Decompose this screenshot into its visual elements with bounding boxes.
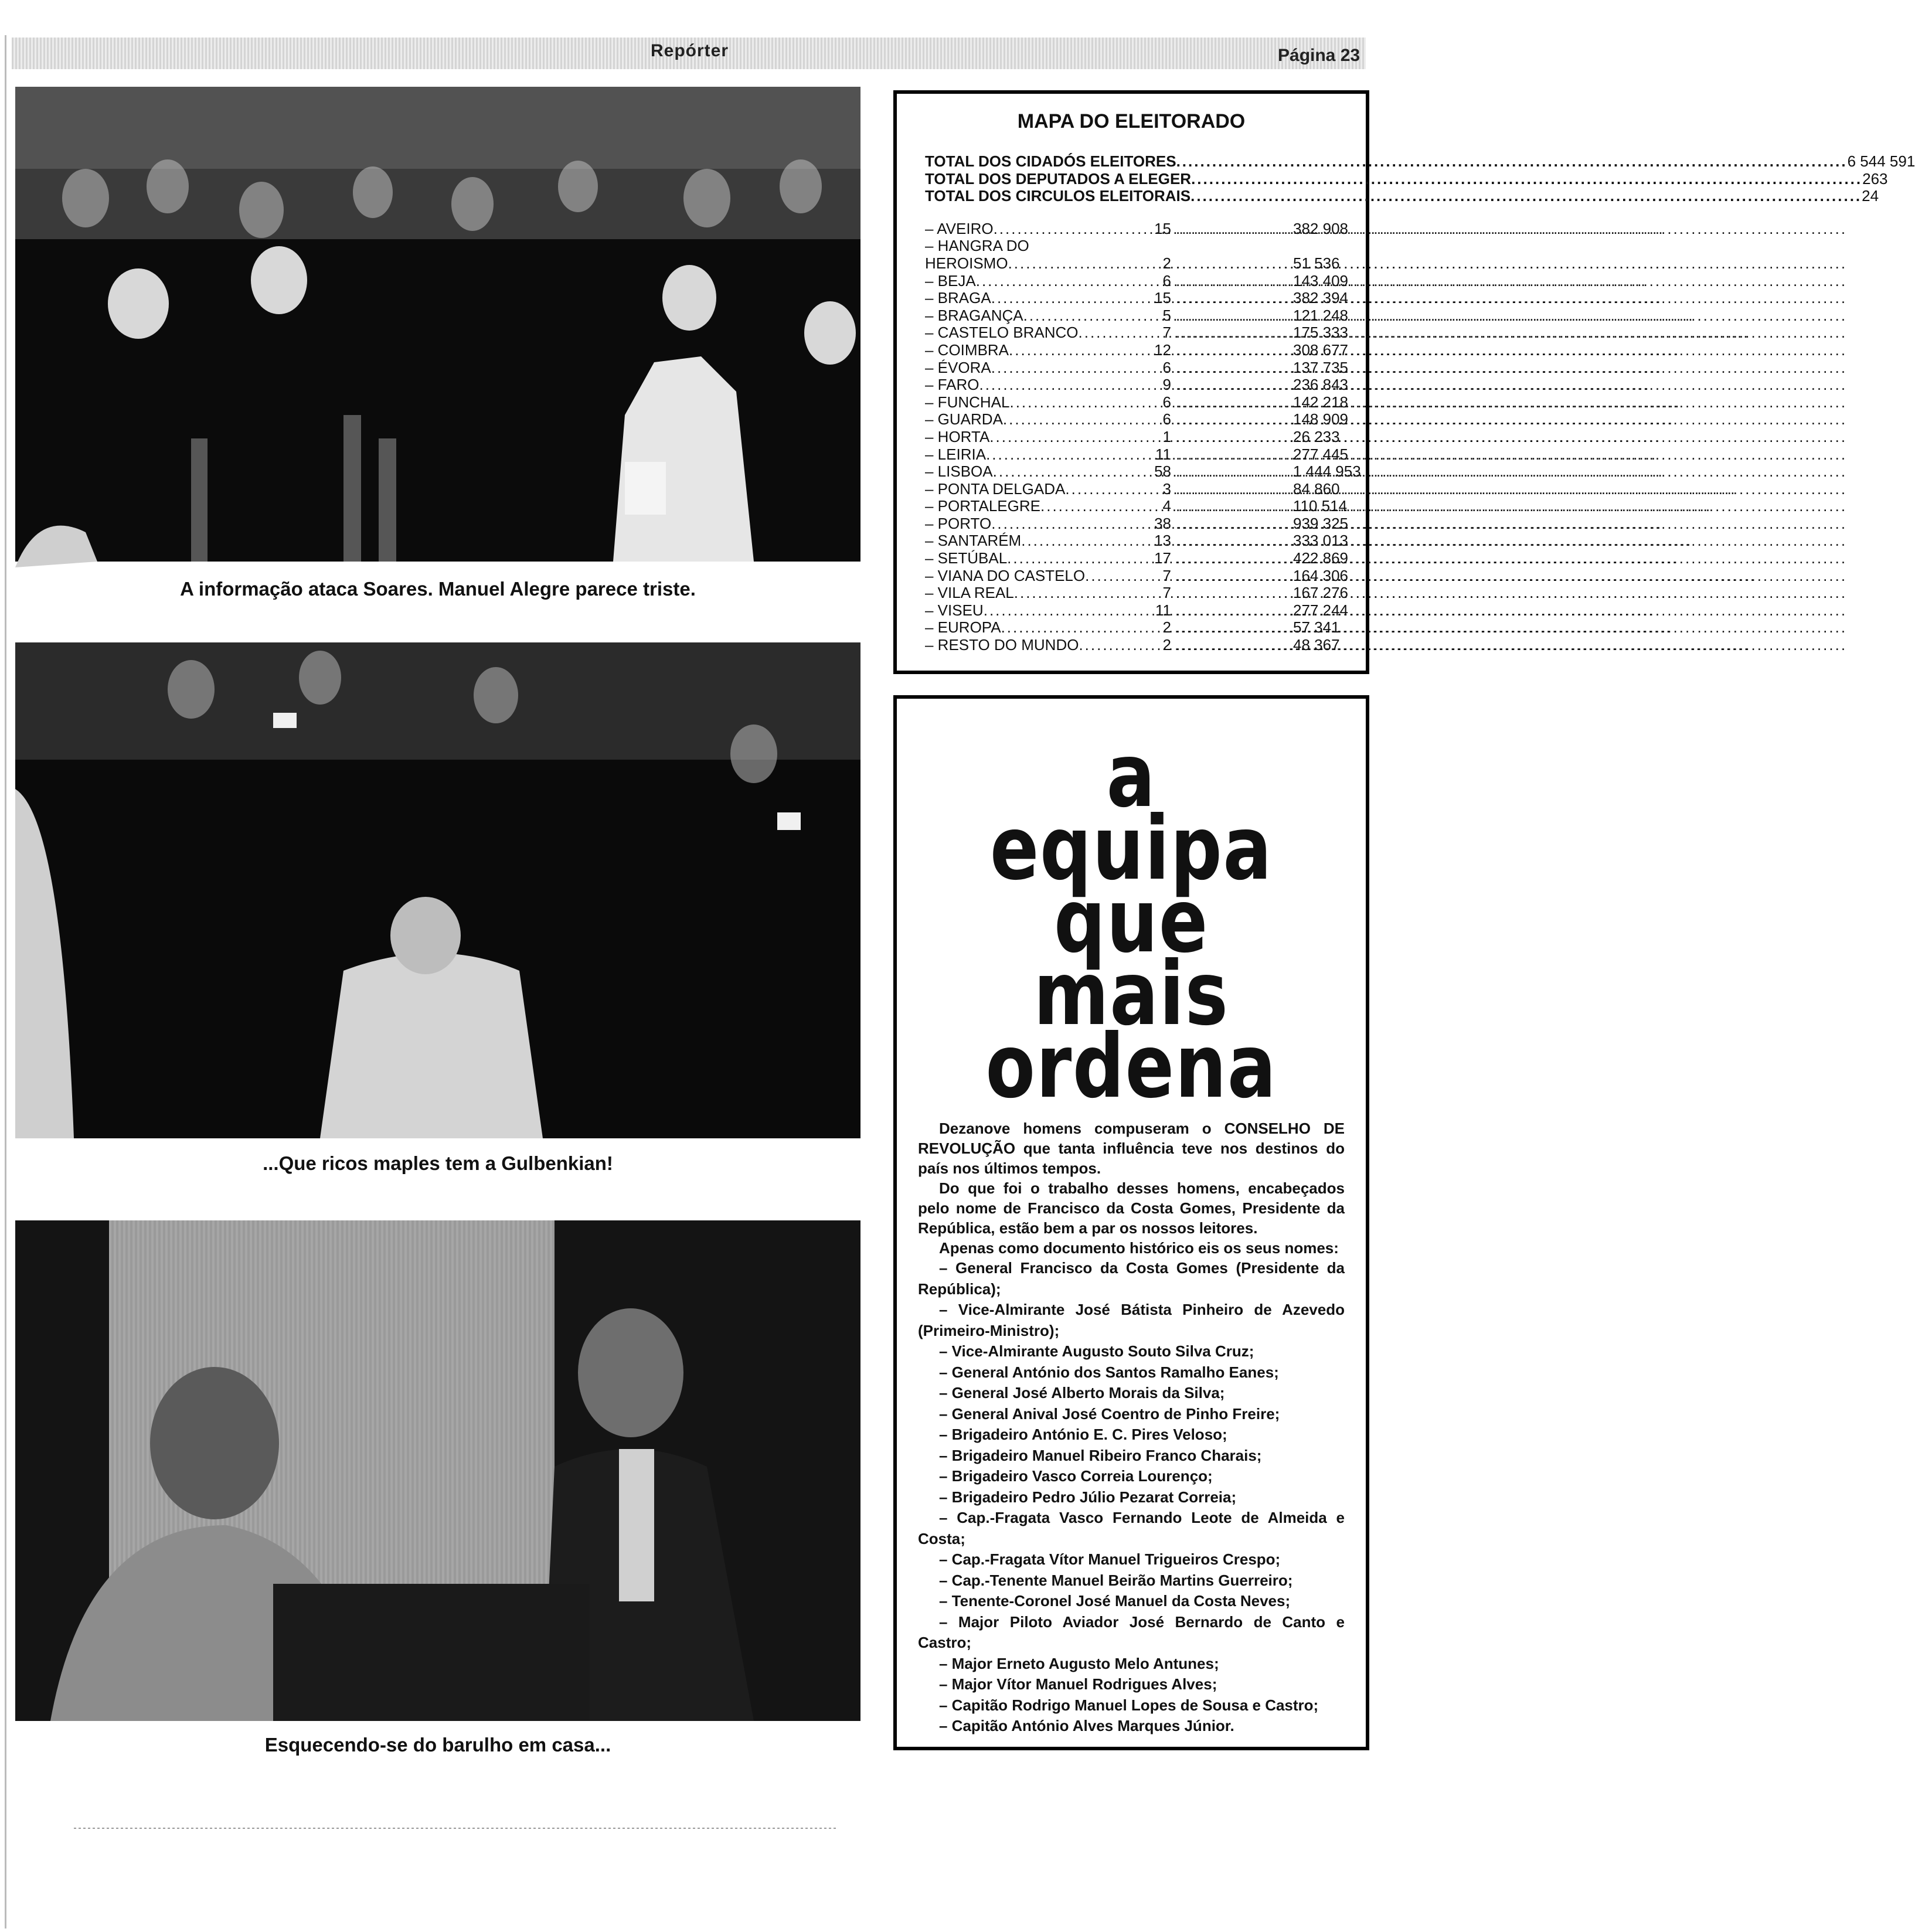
totals-label: TOTAL DOS CIRCULOS ELEITORAIS: [925, 187, 1191, 205]
leader-dots: [1176, 428, 1847, 446]
district-seats: 6: [1162, 393, 1171, 411]
district-seats: 9: [1162, 376, 1171, 394]
district-seats: 4: [1162, 497, 1171, 515]
leader-dots: [1176, 220, 1847, 238]
totals-row: [925, 187, 1879, 205]
district-row: [925, 637, 1338, 654]
district-name: – CASTELO BRANCO: [925, 324, 1079, 342]
district-row: [925, 289, 1348, 307]
dots-cell: [1176, 290, 1293, 307]
district-row: [925, 619, 1338, 637]
footer-rule: [74, 1828, 836, 1829]
totals-block: [925, 152, 1915, 205]
dots-cell: [1176, 342, 1293, 359]
district-voters: 167 276: [1293, 584, 1348, 602]
district-row: [925, 341, 1348, 359]
district-voters: 1 444 953: [1293, 462, 1361, 481]
district-name-cell: [925, 619, 1148, 637]
district-name-cell: [925, 290, 1148, 307]
district-row: [925, 514, 1348, 533]
district-voters: 175 333: [1293, 324, 1348, 342]
page-number: Página 23: [1278, 46, 1360, 65]
district-row: [925, 393, 1348, 411]
headline-line: a equipa: [989, 725, 1273, 900]
headline-line: ordena: [985, 1016, 1277, 1118]
district-name: – LISBOA: [925, 462, 993, 481]
leader-dots: [1176, 446, 1847, 464]
article-box: [893, 695, 1369, 1750]
dots-cell: [1176, 273, 1293, 290]
district-name: – VIANA DO CASTELO: [925, 566, 1086, 584]
district-row: [925, 324, 1348, 342]
article-paragraph: Apenas como documento histórico eis os seus nomes:: [939, 1239, 1339, 1257]
dots-cell: [1176, 498, 1293, 515]
council-member: – Major Piloto Aviador José Bernardo de Canto e Castro;: [918, 1613, 1345, 1651]
council-member: – Cap.-Tenente Manuel Beirão Martins Guerreiro;: [939, 1571, 1293, 1589]
district-seats: 7: [1162, 584, 1171, 602]
district-seats: 15: [1154, 289, 1171, 307]
district-seats: 6: [1162, 271, 1171, 290]
leader-dots: [1176, 602, 1847, 620]
electorate-map-title: MAPA DO ELEITORADO: [1017, 110, 1246, 132]
district-voters: 48 367: [1293, 636, 1340, 654]
district-row: [925, 428, 1338, 446]
district-voters: 277 244: [1293, 601, 1348, 619]
district-voters: 308 677: [1293, 341, 1348, 359]
leader-dots: [1176, 359, 1847, 377]
district-voters: 143 409: [1293, 271, 1348, 290]
district-seats: 38: [1154, 514, 1171, 532]
leader-dots: [1176, 567, 1847, 585]
district-seats: 2: [1162, 636, 1171, 654]
district-name: – SETÚBAL: [925, 549, 1008, 567]
leader-dots: [1176, 394, 1847, 411]
district-row: [925, 237, 1338, 255]
dots-cell: [1176, 550, 1293, 567]
district-voters: 939 325: [1293, 514, 1348, 532]
district-name: – ÉVORA: [925, 358, 991, 376]
leader-dots: [1191, 188, 1862, 205]
dots-cell: [1176, 428, 1293, 446]
council-member: – Brigadeiro Pedro Júlio Pezarat Correia;: [939, 1488, 1237, 1506]
totals-value: 24: [1862, 187, 1879, 205]
district-voters: 121 248: [1293, 306, 1348, 324]
district-row: [925, 271, 1348, 290]
council-member: – Capitão Rodrigo Manuel Lopes de Sousa e Castro;: [939, 1696, 1319, 1714]
council-member: – Cap.-Fragata Vasco Fernando Leote de Almeida e Costa;: [918, 1509, 1345, 1547]
council-member: – Vice-Almirante Augusto Souto Silva Cruz;: [939, 1342, 1254, 1360]
dots-cell: [1176, 411, 1293, 428]
district-name-cell: [925, 273, 1148, 290]
district-voters: 142 218: [1293, 393, 1348, 411]
district-name-cell: [925, 324, 1148, 342]
article-headline: [957, 725, 1307, 1118]
leader-dots: [1191, 171, 1862, 188]
district-row: [925, 497, 1348, 515]
district-voters: 382 394: [1293, 289, 1348, 307]
leader-dots: [1176, 532, 1847, 550]
district-voters: 84 860: [1293, 479, 1340, 498]
dots-cell: [1176, 567, 1293, 585]
district-row: [925, 255, 1338, 273]
district-name: – HORTA: [925, 427, 990, 445]
dots-cell: [1176, 446, 1293, 464]
district-name-cell: [925, 359, 1148, 377]
district-name: – AVEIRO: [925, 219, 994, 237]
leader-dots: [1176, 584, 1847, 602]
district-voters: 333 013: [1293, 532, 1348, 550]
district-voters: 382 908: [1293, 219, 1348, 237]
district-name-cell: [925, 376, 1148, 394]
leader-dots: [1176, 342, 1847, 359]
district-name-cell: [925, 567, 1148, 585]
district-row: [925, 601, 1348, 620]
district-seats: 7: [1162, 566, 1171, 584]
photo-seated-audience: [15, 642, 860, 1138]
dots-cell: [1176, 481, 1293, 498]
district-seats: 11: [1155, 445, 1171, 463]
district-name: – RESTO DO MUNDO: [925, 636, 1079, 654]
leader-dots: [1176, 411, 1847, 428]
district-voters: [1293, 237, 1338, 255]
district-name-cell: [925, 307, 1148, 325]
district-row: [925, 410, 1348, 428]
district-seats: 13: [1154, 532, 1171, 550]
leader-dots: [1176, 515, 1847, 533]
leader-dots: [1176, 376, 1847, 394]
district-name-cell: [925, 602, 1148, 620]
dots-cell: [1176, 619, 1293, 637]
district-name-cell: [925, 255, 1148, 273]
photo-caption: ...Que ricos maples tem a Gulbenkian!: [263, 1152, 613, 1174]
district-name-cell: [925, 394, 1148, 411]
district-row: [925, 532, 1348, 550]
district-name-cell: [925, 220, 1148, 238]
district-name-cell: [925, 498, 1148, 515]
leader-dots: [1176, 619, 1847, 637]
leader-dots: [1176, 273, 1847, 290]
leader-dots: [1176, 324, 1847, 342]
council-member: – Cap.-Fragata Vítor Manuel Trigueiros Crespo;: [939, 1550, 1281, 1568]
leader-dots: [1176, 463, 1847, 481]
district-seats: 58: [1154, 462, 1171, 481]
totals-row: [925, 169, 1888, 188]
district-seats: 6: [1162, 358, 1171, 376]
district-row: [925, 358, 1348, 377]
district-name: – BRAGANÇA: [925, 306, 1023, 324]
district-row: [925, 566, 1348, 585]
district-name-cell: [925, 463, 1148, 481]
council-member: – Brigadeiro Vasco Correia Lourenço;: [939, 1467, 1213, 1485]
district-name-cell: [925, 532, 1148, 550]
district-seats: 15: [1154, 219, 1171, 237]
leader-dots: [1176, 481, 1847, 498]
district-name: – BEJA: [925, 271, 976, 290]
article-paragraph: Do que foi o trabalho desses homens, encabeçados pelo nome de Francisco da Costa Gomes, Presidente da República, estão bem a par os nossos leitores.: [918, 1179, 1345, 1237]
district-voters: 51 536: [1293, 254, 1340, 272]
article-paragraph: Dezanove homens compuseram o CONSELHO DE REVOLUÇÃO que tanta influência teve nos destinos do país nos últimos tempos.: [918, 1120, 1345, 1177]
council-member: – Major Erneto Augusto Melo Antunes;: [939, 1654, 1219, 1672]
district-name: – GUARDA: [925, 410, 1003, 428]
dots-cell: [1176, 324, 1293, 342]
district-name-cell: [925, 428, 1148, 446]
district-name: – PONTA DELGADA: [925, 479, 1066, 498]
council-members-list: [918, 1258, 1345, 1737]
photo-caption: A informação ataca Soares. Manuel Alegre parece triste.: [180, 578, 696, 600]
district-name: – VISEU: [925, 601, 984, 619]
dots-cell: [1176, 463, 1293, 481]
district-name-cell: [925, 550, 1148, 567]
district-name: – PORTALEGRE: [925, 497, 1040, 515]
district-seats: 11: [1155, 601, 1171, 619]
district-row: [925, 549, 1348, 567]
council-member: – Vice-Almirante José Bátista Pinheiro de Azevedo (Primeiro-Ministro);: [918, 1301, 1345, 1339]
district-name: – PORTO: [925, 514, 992, 532]
district-row: [925, 306, 1348, 325]
district-name-cell: [925, 411, 1148, 428]
dots-cell: [1176, 307, 1293, 325]
council-member: – Capitão António Alves Marques Júnior.: [939, 1717, 1234, 1734]
district-name: – LEIRIA: [925, 445, 987, 463]
dots-cell: [1176, 394, 1293, 411]
district-seats: 5: [1162, 306, 1171, 324]
district-name: – COIMBRA: [925, 341, 1009, 359]
district-name: – BRAGA: [925, 289, 991, 307]
district-voters: 26 233: [1293, 427, 1340, 445]
district-name-cell: [925, 481, 1148, 498]
district-name-cell: [925, 584, 1148, 602]
district-row: [925, 462, 1361, 481]
district-voters: 57 341: [1293, 618, 1340, 637]
leader-dots: [1176, 550, 1847, 567]
dots-cell: [1176, 255, 1293, 273]
district-voters: 164 306: [1293, 566, 1348, 584]
district-name: – FARO: [925, 376, 979, 394]
dots-cell: [1176, 515, 1293, 533]
district-row: [925, 376, 1348, 394]
dots-cell: [1176, 584, 1293, 602]
district-name: – SANTARÉM: [925, 532, 1022, 550]
district-seats: 6: [1162, 410, 1171, 428]
district-name: HEROISMO: [925, 254, 1008, 272]
dots-cell: [1176, 602, 1293, 620]
council-member: – General Anival José Coentro de Pinho Freire;: [939, 1404, 1280, 1423]
council-member: – General José Alberto Morais da Silva;: [939, 1384, 1225, 1402]
district-name-cell: [925, 637, 1148, 654]
dots-cell: [1176, 359, 1293, 377]
district-row: [925, 584, 1348, 602]
totals-label: TOTAL DOS CIDADÓS ELEITORES: [925, 152, 1176, 170]
district-name: – HANGRA DO: [925, 237, 1029, 255]
district-voters: 236 843: [1293, 376, 1348, 394]
district-seats: 12: [1154, 341, 1171, 359]
district-seats: 17: [1154, 549, 1171, 567]
totals-label: TOTAL DOS DEPUTADOS A ELEGER: [925, 169, 1192, 188]
council-member: – Major Vítor Manuel Rodrigues Alves;: [939, 1675, 1217, 1693]
page-left-edge: [5, 35, 6, 1928]
leader-dots: [1176, 307, 1847, 325]
district-seats: 2: [1162, 254, 1171, 272]
photo-two-people: [15, 1220, 860, 1721]
leader-dots: [1176, 290, 1847, 307]
district-name-cell: [925, 342, 1148, 359]
district-seats: [1148, 237, 1176, 255]
district-voters: 137 735: [1293, 358, 1348, 376]
district-name-cell: [925, 515, 1148, 533]
magazine-title: Repórter: [651, 41, 729, 60]
dots-cell: [1176, 532, 1293, 550]
district-row: [925, 219, 1348, 238]
district-row: [925, 445, 1348, 464]
photo-caption: Esquecendo-se do barulho em casa...: [264, 1734, 611, 1756]
district-seats: 3: [1162, 479, 1171, 498]
electorate-map-box: [893, 90, 1915, 674]
leader-dots: [1176, 498, 1847, 515]
dots-cell: [1176, 220, 1293, 238]
council-member: – Tenente-Coronel José Manuel da Costa Neves;: [939, 1592, 1291, 1610]
dots-cell: [1176, 376, 1293, 394]
district-voters: 110 514: [1293, 497, 1348, 515]
district-name: – EUROPA: [925, 618, 1001, 637]
totals-row: [925, 152, 1915, 171]
totals-value: 6 544 591: [1847, 152, 1915, 170]
district-name-cell: [925, 237, 1148, 255]
council-member: – Brigadeiro Manuel Ribeiro Franco Charais;: [939, 1446, 1262, 1464]
leader-dots: [1176, 255, 1847, 273]
district-row: [925, 481, 1338, 498]
totals-value: 263: [1862, 169, 1888, 188]
dots-cell: [1176, 637, 1293, 654]
council-member: – Brigadeiro António E. C. Pires Veloso;: [939, 1426, 1227, 1443]
leader-dots: [1176, 153, 1848, 171]
district-name: – VILA REAL: [925, 584, 1014, 602]
council-member: – General António dos Santos Ramalho Eanes;: [939, 1363, 1279, 1381]
dots-cell: [1176, 237, 1293, 255]
headline-line: que mais: [1033, 870, 1229, 1045]
district-seats: 1: [1162, 427, 1171, 445]
district-seats: 7: [1162, 324, 1171, 342]
district-voters: 148 909: [1293, 410, 1348, 428]
leader-dots: [1176, 637, 1847, 654]
district-seats: 2: [1162, 618, 1171, 637]
council-member: – General Francisco da Costa Gomes (Presidente da República);: [918, 1259, 1345, 1298]
district-table: [925, 219, 1361, 654]
photo-crowd: [15, 87, 860, 562]
district-name: – FUNCHAL: [925, 393, 1010, 411]
district-voters: 277 445: [1293, 445, 1348, 463]
district-name-cell: [925, 446, 1148, 464]
district-voters: 422 869: [1293, 549, 1348, 567]
